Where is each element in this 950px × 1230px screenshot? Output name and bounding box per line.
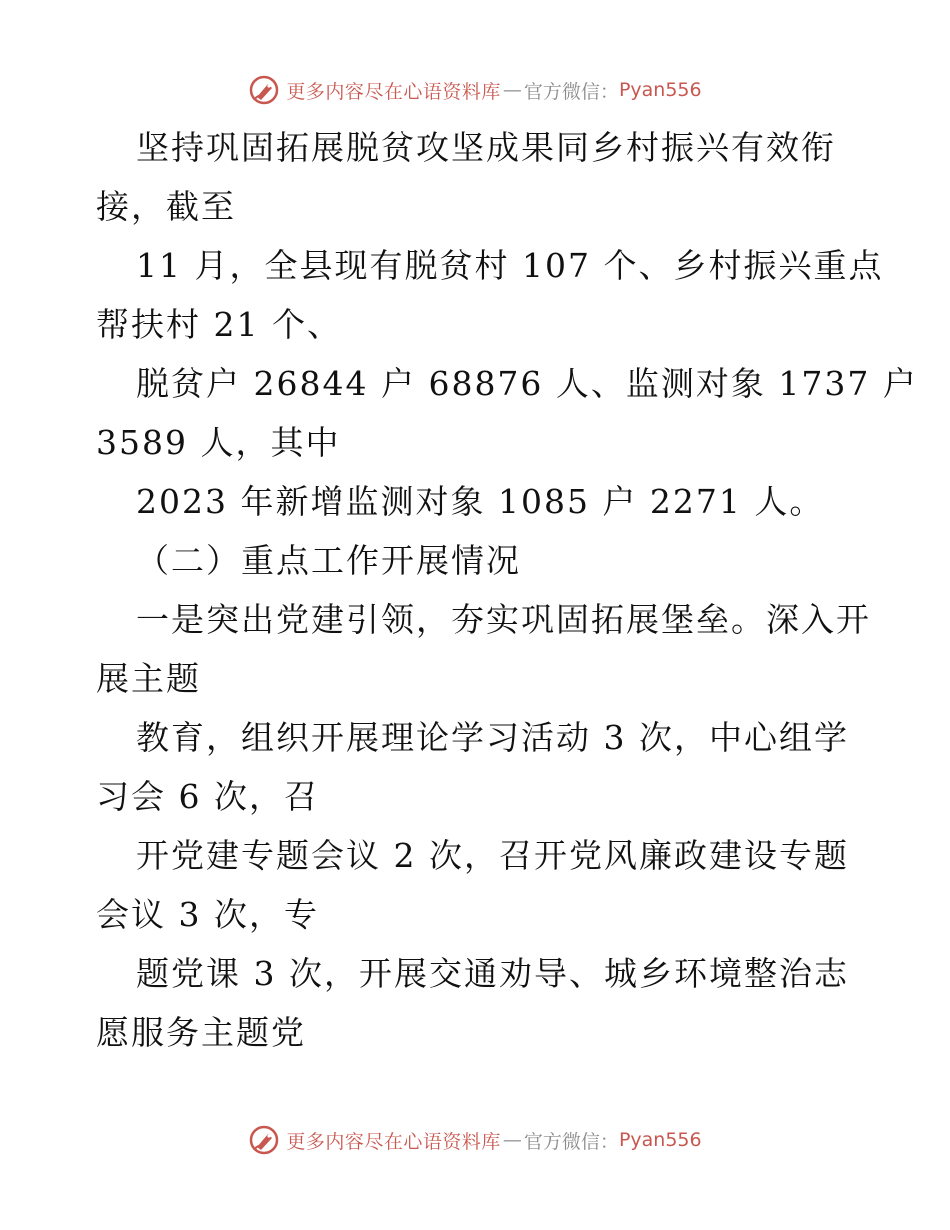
paragraph-line: 习会 6 次，召 <box>96 777 319 816</box>
watermark-slogan: 更多内容尽在心语资料库 <box>286 1130 501 1153</box>
paragraph-line: 一是突出党建引领，夯实巩固拓展堡垒。深入开 <box>136 600 871 639</box>
paragraph-line: 3589 人，其中 <box>96 423 341 462</box>
watermark-header <box>0 72 950 108</box>
watermark-contact-id: Pyan556 <box>618 79 702 101</box>
paragraph-line: 坚持巩固拓展脱贫攻坚成果同乡村振兴有效衔 <box>136 128 836 167</box>
paragraph-line: 会议 3 次，专 <box>96 895 319 934</box>
paragraph-line: 脱贫户 26844 户 68876 人、监测对象 1737 户 <box>136 364 918 403</box>
watermark-contact-label: 官方微信： <box>523 80 619 103</box>
watermark-contact-id: Pyan556 <box>618 1129 702 1151</box>
paragraph-line: 帮扶村 21 个、 <box>96 305 342 344</box>
watermark-slogan: 更多内容尽在心语资料库 <box>286 80 501 103</box>
watermark-contact-label: 官方微信： <box>523 1130 619 1153</box>
paragraph-line: 展主题 <box>96 659 201 698</box>
section-heading: （二）重点工作开展情况 <box>136 541 521 580</box>
paragraph-line: 开党建专题会议 2 次，召开党风廉政建设专题 <box>136 836 849 875</box>
paragraph-line: 接，截至 <box>96 187 236 226</box>
watermark-separator: — <box>502 1129 522 1151</box>
watermark-separator: — <box>502 79 522 101</box>
paragraph-line: 2023 年新增监测对象 1085 户 2271 人。 <box>136 482 825 521</box>
paragraph-line: 愿服务主题党 <box>96 1013 306 1052</box>
watermark-footer <box>0 1122 950 1158</box>
paragraph-line: 题党课 3 次，开展交通劝导、城乡环境整治志 <box>136 954 849 993</box>
paragraph-line: 11 月，全县现有脱贫村 107 个、乡村振兴重点 <box>136 246 884 285</box>
document-body <box>96 118 918 1062</box>
pen-nib-logo-icon <box>248 74 280 106</box>
pen-nib-logo-icon <box>248 1124 280 1156</box>
paragraph-line: 教育，组织开展理论学习活动 3 次，中心组学 <box>136 718 849 757</box>
